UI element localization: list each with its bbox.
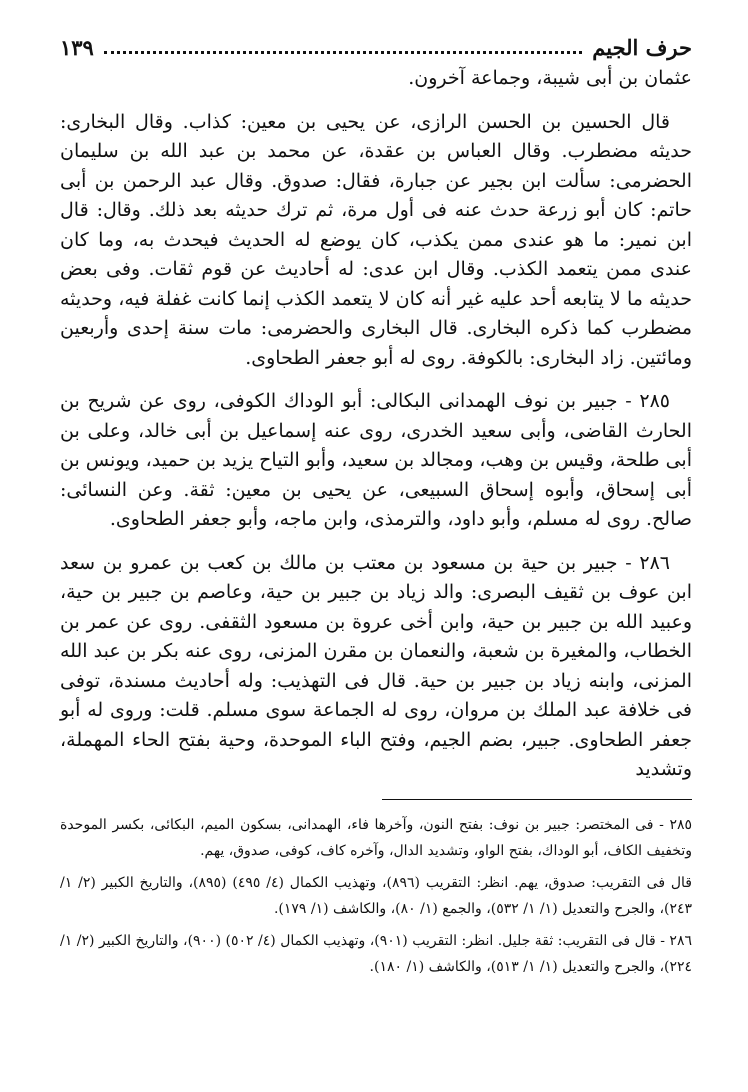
paragraph-narrators-opinions: قال الحسين بن الحسن الرازى، عن يحيى بن معين: كذاب. وقال البخارى: حديثه مضطرب. وقال العباس بن عقدة، عن محمد بن عبد الله بن سليمان الحضرمى: سألت ابن بجير عن جبارة، فقال: صدوق. وقال عبد الرحمن بن أبى حاتم: كان أبو زرعة حدث عنه فى أول مرة، ثم ترك حديثه بعد ذلك. وقال: قال ابن نمير: ما هو عندى ممن يكذب، كان يوضع له الحديث فيحدث به، وما كان عندى ممن يتعمد الكذب. وقال ابن عدى: له أحاديث عن قوم ثقات. وفى بعض حديثه ما لا يتابعه أحد عليه غير أنه كان لا يتعمد الكذب إنما كانت غفلة فيه، وحديثه مضطرب كما ذكره البخارى. قال البخارى والحضرمى: مات سنة إحدى وأربعين ومائتين. زاد البخارى: بالكوفة. روى له أبو جعفر الطحاوى.: [60, 110, 692, 369]
header-dotted-leader: [104, 41, 582, 54]
main-text: [60, 64, 692, 785]
page-number: ١٣٩: [60, 34, 94, 60]
page-header: [60, 30, 692, 64]
footnotes: [60, 812, 692, 980]
entry-286: ٢٨٦ - جبير بن حية بن مسعود بن معتب بن مالك بن كعب بن عمرو بن سعد ابن عوف بن ثقيف البصرى: والد زياد بن جبير بن حية، وعاصم بن جبير بن حية، وعبيد الله بن جبير بن حية، وابن أخى عروة بن مسعود الثقفى. روى عن عمر بن الخطاب، والمغيرة بن شعبة، والنعمان بن مقرن المزنى، روى عنه بكر بن عبد الله المزنى، وابنه زياد بن جبير بن حية. قال فى التهذيب: وله أحاديث مسندة، توفى فى خلافة عبد الملك بن مروان، روى له الجماعة سوى مسلم. قلت: وروى له أبو جعفر الطحاوى. جبير، بضم الجيم، وفتح الباء الموحدة، وحية بفتح الحاء المهملة، وتشديد: [60, 551, 692, 780]
chapter-title: حرف الجيم: [592, 34, 692, 60]
entry-285: ٢٨٥ - جبير بن نوف الهمدانى البكالى: أبو الوداك الكوفى، روى عن شريح بن الحارث القاضى، وأبى سعيد الخدرى، روى عنه إسماعيل بن أبى خالد، وعلى بن أبى طلحة، وقيس بن وهب، ومجالد بن سعيد، وأبو التياح يزيد بن حميد، ويونس بن أبى إسحاق، وأبوه إسحاق السبيعى، عن يحيى بن معين: ثقة. وعن النسائى: صالح. روى له مسلم، وأبو داود، والترمذى، وابن ماجه، وأبو جعفر الطحاوى.: [60, 390, 692, 530]
footnote-separator: [382, 799, 692, 800]
footnote-285: ٢٨٥ - فى المختصر: جبير بن نوف: بفتح النون، وآخرها فاء، الهمدانى، بسكون الميم، البكائى، بكسر الموحدة وتخفيف الكاف، أبو الوداك، بفتح الواو، وتشديد الدال، وآخره كاف، كوفى، صدوق، يهم.: [60, 816, 692, 859]
footnote-285-references: قال فى التقريب: صدوق، يهم. انظر: التقريب (٨٩٦)، وتهذيب الكمال (٤/ ٤٩٥) (٨٩٥)، والتاريخ الكبير (٢/ ١/ ٢٤٣)، والجرح والتعديل (١/ ١/ ٥٣٢)، والجمع (١/ ٨٠)، والكاشف (١/ ١٧٩).: [60, 874, 692, 917]
document-page: [60, 30, 692, 986]
footnote-286: ٢٨٦ - قال فى التقريب: ثقة جليل. انظر: التقريب (٩٠١)، وتهذيب الكمال (٤/ ٥٠٢) (٩٠٠)، والتاريخ الكبير (٢/ ١/ ٢٢٤)، والجرح والتعديل (١/ ١/ ٥١٣)، والكاشف (١/ ١٨٠).: [60, 932, 692, 975]
paragraph-continuation: عثمان بن أبى شيبة، وجماعة آخرون.: [408, 67, 692, 89]
